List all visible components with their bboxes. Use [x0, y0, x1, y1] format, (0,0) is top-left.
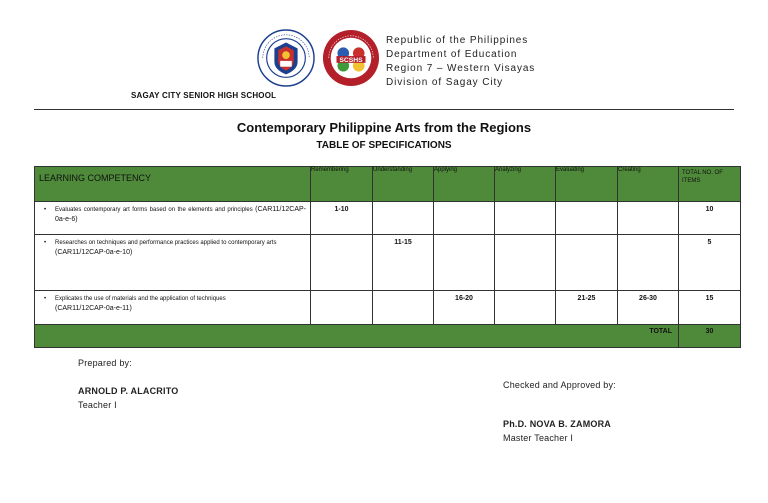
header-remembering: Remembering — [311, 167, 373, 202]
header-analyzing: Analyzing — [495, 167, 556, 202]
agency-line-republic: Republic of the Philippines — [386, 35, 529, 46]
competency-cell — [35, 291, 311, 325]
cell-applying — [434, 202, 495, 235]
cell-total: 5 — [679, 235, 741, 291]
competency-text: Evaluates contemporary art forms based on the elements and principles — [55, 207, 253, 213]
cell-understanding: 11-15 — [373, 235, 434, 291]
school-name: SAGAY CITY SENIOR HIGH SCHOOL — [131, 91, 277, 100]
prepared-by-name: ARNOLD P. ALACRITO — [78, 386, 179, 396]
table-row — [35, 202, 741, 235]
table-row — [35, 235, 741, 291]
cell-applying: 16-20 — [434, 291, 495, 325]
cell-applying — [434, 235, 495, 291]
cell-understanding — [373, 202, 434, 235]
cell-creating — [618, 202, 679, 235]
header-creating: Creating — [618, 167, 679, 202]
header-total-items: TOTAL NO. OF ITEMS — [679, 167, 741, 202]
header-applying: Applying — [434, 167, 495, 202]
total-value: 30 — [679, 325, 741, 348]
agency-line-department: Department of Education — [386, 49, 518, 60]
scshs-seal-icon — [322, 29, 380, 87]
cell-analyzing — [495, 291, 556, 325]
prepared-by-title: Teacher I — [78, 400, 117, 410]
agency-line-division: Division of Sagay City — [386, 77, 504, 88]
cell-evaluating: 21-25 — [556, 291, 618, 325]
scshs-seal-text: SCSHS — [339, 56, 363, 64]
agency-line-region: Region 7 – Western Visayas — [386, 63, 536, 74]
table-total-row — [35, 325, 741, 348]
total-label: TOTAL — [35, 325, 679, 348]
competency-code: (CAR11/12CAP-0a-e-11) — [55, 305, 132, 312]
document-title: Contemporary Philippine Arts from the Regions — [236, 120, 532, 135]
cell-evaluating — [556, 235, 618, 291]
competency-text: Explicates the use of materials and the application of techniques — [55, 296, 226, 302]
bullet-icon: • — [44, 240, 47, 246]
specifications-table — [34, 166, 741, 348]
competency-code: (CAR11/12CAP-0a-e-10) — [55, 249, 133, 256]
approved-by-name: Ph.D. NOVA B. ZAMORA — [503, 419, 611, 429]
cell-analyzing — [495, 202, 556, 235]
prepared-by-label: Prepared by: — [78, 358, 132, 368]
cell-analyzing — [495, 235, 556, 291]
competency-cell — [35, 202, 311, 235]
competency-cell — [35, 235, 311, 291]
deped-seal-icon — [257, 29, 315, 87]
cell-total: 10 — [679, 202, 741, 235]
approved-by-title: Master Teacher I — [503, 433, 574, 443]
cell-understanding — [373, 291, 434, 325]
cell-remembering — [311, 235, 373, 291]
header-evaluating: Evaluating — [556, 167, 618, 202]
cell-remembering: 1-10 — [311, 202, 373, 235]
bullet-icon: • — [44, 296, 47, 302]
cell-remembering — [311, 291, 373, 325]
approved-by-label: Checked and Approved by: — [503, 380, 616, 390]
table-row — [35, 291, 741, 325]
table-header-row — [35, 167, 741, 202]
document-subtitle: TABLE OF SPECIFICATIONS — [316, 140, 452, 151]
bullet-icon: • — [44, 207, 47, 213]
agency-block — [386, 34, 535, 90]
cell-total: 15 — [679, 291, 741, 325]
competency-code: (CAR11/12CAP-0a-e-6) — [55, 206, 306, 223]
cell-creating: 26-30 — [618, 291, 679, 325]
header-learning-competency: LEARNING COMPETENCY — [35, 167, 311, 202]
cell-evaluating — [556, 202, 618, 235]
header-understanding: Understanding — [373, 167, 434, 202]
competency-text: Researches on techniques and performance practices applied to contemporary arts — [55, 240, 277, 246]
cell-creating — [618, 235, 679, 291]
header-divider — [34, 109, 734, 110]
